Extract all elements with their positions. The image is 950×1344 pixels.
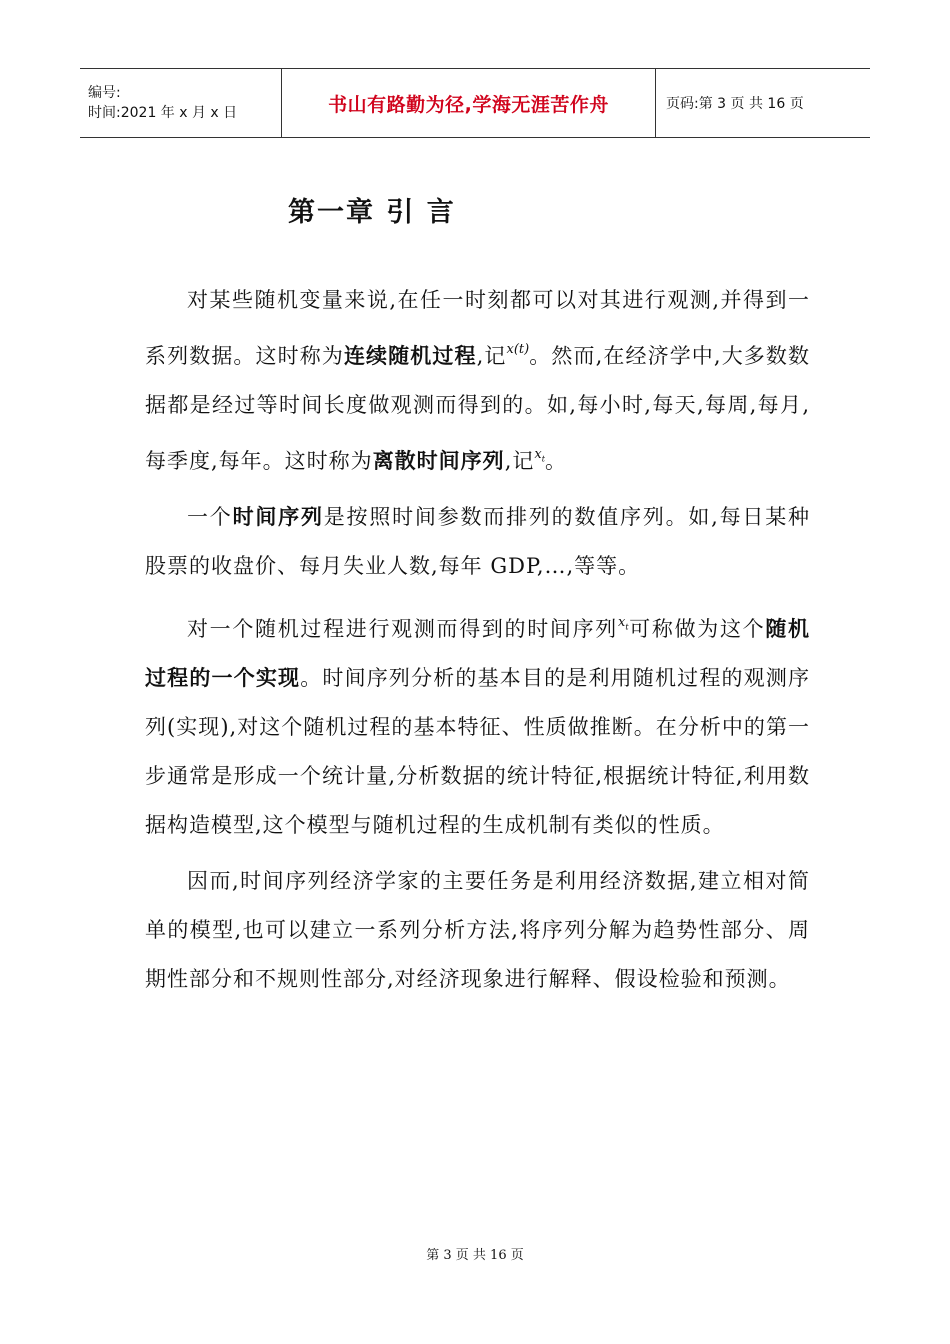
paragraph-3: [145, 598, 810, 850]
p3-text-3: 。时间序列分析的基本目的是利用随机过程的观测序列(实现),对这个随机过程的基本特征、性质做推断。在分析中的第一步通常是形成一个统计量,分析数据的统计特征,根据统计特征,利用数据构造模型,这个模型与随机过程的生成机制有类似的性质。: [145, 666, 811, 837]
paragraph-4: [145, 857, 810, 1004]
term-continuous-process: 连续随机过程: [343, 344, 477, 368]
body-text: [145, 276, 810, 1011]
page-header: [80, 68, 870, 138]
term-realization: 随机过程的一个实现: [145, 617, 811, 690]
page-footer: 第 3 页 共 16 页: [426, 1248, 524, 1263]
formula-x-sub-t-2: [618, 615, 629, 630]
formula-var: x: [534, 447, 542, 462]
formula-var-2: x: [617, 615, 626, 630]
p2-text-1: 一个: [187, 505, 233, 529]
p4-text-1: 因而,时间序列经济学家的主要任务是利用经济数据,建立相对简单的模型,也可以建立一系列分析方法,将序列分解为趋势性部分、周期性部分和不规则性部分,对经济现象进行解释、假设检验和预测。: [145, 869, 810, 991]
p2-text-2: 是按照时间参数而排列的数值序列。如,每日某种股票的收盘价、每月失业人数,每年 GDP,…,等等。: [145, 505, 811, 578]
chapter-title: 第一章 引 言: [288, 197, 456, 228]
paragraph-1: [145, 276, 810, 486]
term-discrete-series: 离散时间序列: [372, 449, 505, 473]
term-time-series: 时间序列: [232, 505, 324, 529]
header-meta: [80, 69, 282, 137]
document-number-label: 编号:: [88, 85, 121, 101]
p1-text-3: 。然而,在经济学中,大多数数据都是经过等时间长度做观测而得到的。如,每小时,每天,每周,每月,每季度,每年。这时称为: [145, 344, 811, 473]
document-date: 时间:2021 年 x 月 x 日: [88, 105, 238, 121]
formula-subscript: t: [541, 454, 545, 464]
paragraph-2: [145, 493, 810, 591]
p3-text-2: 可称做为这个: [628, 617, 766, 641]
p1-text-2: ,记: [476, 344, 507, 368]
header-page-info: 页码:第 3 页 共 16 页: [666, 96, 804, 112]
p3-text-1: 对一个随机过程进行观测而得到的时间序列: [187, 617, 618, 641]
formula-x-sub-t: [534, 447, 545, 462]
formula-x-of-t: x(t): [506, 342, 530, 357]
p1-text-4: ,记: [504, 449, 535, 473]
formula-subscript-2: t: [625, 622, 629, 632]
header-motto: 书山有路勤为径,学海无涯苦作舟: [282, 69, 656, 137]
p1-text-1: 对某些随机变量来说,在任一时刻都可以对其进行观测,并得到一系列数据。这时称为: [145, 288, 810, 368]
p1-text-5: 。: [544, 449, 567, 473]
